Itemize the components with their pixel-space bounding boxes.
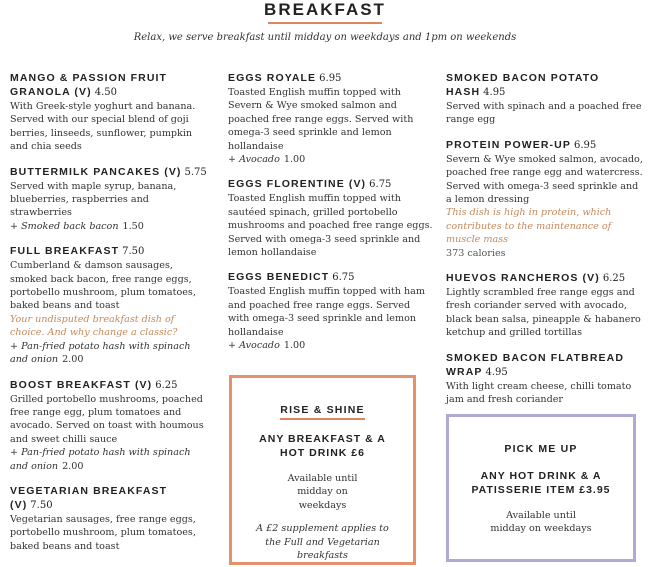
menu-item-description: Served with spinach and a poached free range egg xyxy=(446,101,642,126)
menu-item-calories: 373 calories xyxy=(446,247,506,259)
menu-item-name: HUEVOS RANCHEROS (V) xyxy=(446,272,600,285)
addon-price: 1.00 xyxy=(283,340,306,352)
menu-item-price: 4.95 xyxy=(483,87,506,98)
menu-item-name: PROTEIN POWER-UP xyxy=(446,138,571,151)
addon-text: Smoked back bacon xyxy=(21,220,119,232)
menu-item-addon xyxy=(10,220,210,233)
pick-me-up-heading: PICK ME UP xyxy=(504,443,578,455)
menu-item-name: FULL BREAKFAST xyxy=(10,245,120,258)
plus-icon: + xyxy=(228,340,240,352)
menu-item-price: 5.75 xyxy=(184,166,207,178)
menu-item-name: BUTTERMILK PANCAKES (V) xyxy=(10,165,182,178)
menu-item xyxy=(10,71,210,154)
menu-item xyxy=(228,177,433,259)
plus-icon: + xyxy=(228,154,240,166)
menu-item xyxy=(228,270,433,352)
menu-item-description: Toasted English muffin topped with ham and poached free range eggs. Served with omega-3 seed sprinkle and lemon hollandaise xyxy=(228,286,425,338)
pick-me-up-availability: Available until midday on weekdays xyxy=(490,510,592,535)
menu-item xyxy=(10,165,210,234)
menu-item-name-line xyxy=(446,138,646,153)
menu-item-description: Served with maple syrup, banana, blueberries, raspberries and strawberries xyxy=(10,180,177,219)
rise-and-shine-box xyxy=(229,375,416,565)
addon-price: 1.50 xyxy=(122,220,144,232)
rise-and-shine-offer: ANY BREAKFAST & A HOT DRINK £6 xyxy=(259,433,386,459)
menu-item-addon xyxy=(228,339,433,352)
plus-icon: + xyxy=(10,340,22,352)
menu-column-1 xyxy=(10,71,210,564)
menu-item xyxy=(446,351,646,407)
menu-item-addon xyxy=(228,153,433,166)
pick-me-up-offer: ANY HOT DRINK & A PATISSERIE ITEM £3.95 xyxy=(471,470,611,496)
menu-item-name: EGGS BENEDICT xyxy=(228,271,330,284)
menu-item-description: Toasted English muffin topped with sautéed spinach, grilled portobello mushrooms and poached free range eggs. Served with omega-3 seed sprinkle and lemon hollandaise xyxy=(228,193,433,259)
menu-item-name: SMOKED BACON POTATO HASH xyxy=(446,72,600,98)
menu-item-name: BOOST BREAKFAST (V) xyxy=(10,378,153,391)
menu-item-price: 6.75 xyxy=(332,272,355,284)
menu-item-description: Severn & Wye smoked salmon, avocado, poached free range egg and watercress. Served with omega-3 seed sprinkle and a lemon dressing xyxy=(446,153,643,206)
plus-icon: + xyxy=(10,220,22,232)
menu-item-name-line xyxy=(228,71,433,86)
menu-item-price: 7.50 xyxy=(30,499,53,511)
addon-text: Avocado xyxy=(239,340,280,352)
menu-item xyxy=(10,378,210,473)
menu-item-price: 6.25 xyxy=(602,273,626,285)
addon-price: 2.00 xyxy=(62,460,84,472)
menu-title: BREAKFAST xyxy=(264,0,386,19)
menu-item xyxy=(10,244,210,366)
menu-item-name-line xyxy=(10,165,210,180)
menu-item-name: SMOKED BACON FLATBREAD WRAP xyxy=(446,351,624,378)
rise-and-shine-heading: RISE & SHINE xyxy=(280,404,364,420)
menu-column-2 xyxy=(228,71,433,364)
plus-icon: + xyxy=(10,447,22,459)
menu-subtitle: Relax, we serve breakfast until midday on weekdays and 1pm on weekends xyxy=(133,32,517,43)
addon-price: 1.00 xyxy=(283,154,306,166)
menu-item-description: Vegetarian sausages, free range eggs, portobello mushroom, plum tomatoes, baked beans and toast xyxy=(10,513,196,552)
menu-item-description: Grilled portobello mushrooms, poached free range egg, plum tomatoes and avocado. Served on toast with houmous and sweet chilli sauce xyxy=(10,393,204,445)
menu-item-name-line xyxy=(446,271,646,286)
menu-item-description: With light cream cheese, chilli tomato jam and fresh coriander xyxy=(446,380,632,406)
menu-item-price: 6.95 xyxy=(319,73,342,84)
menu-item-description: Cumberland & damson sausages, smoked back bacon, free range eggs, portobello mushroom, plum tomatoes, baked beans and toast xyxy=(10,260,196,312)
rise-and-shine-availability: Available until midday on weekdays xyxy=(287,473,358,511)
menu-item-name-line xyxy=(446,351,646,380)
menu-item-addon xyxy=(10,446,210,473)
menu-item-addon xyxy=(10,340,210,367)
menu-item xyxy=(446,271,646,340)
menu-item-price: 6.75 xyxy=(369,179,392,191)
menu-item-price: 4.50 xyxy=(94,87,117,98)
addon-text: Avocado xyxy=(239,154,280,166)
addon-price: 2.00 xyxy=(62,354,84,366)
title-underline xyxy=(268,22,382,24)
menu-item-price: 6.95 xyxy=(573,139,597,151)
addon-text: Pan-fried potato hash with spinach and onion xyxy=(10,447,191,472)
menu-item-name-line xyxy=(10,71,210,100)
menu-item-description: With Greek-style yoghurt and banana. Served with our special blend of goji berries, linseeds, sunflower, pumpkin and chia seeds xyxy=(10,101,196,153)
menu-item-name-line xyxy=(228,177,433,192)
menu-item-name-line xyxy=(228,270,433,285)
menu-item-note: This dish is high in protein, which contributes to the maintenance of muscle mass xyxy=(446,207,612,246)
menu-item xyxy=(228,71,433,166)
menu-item-price: 7.50 xyxy=(122,246,145,258)
menu-item-description: Lightly scrambled free range eggs and fresh coriander served with avocado, black bean salsa, pineapple & habanero ketchup and grilled tortillas xyxy=(446,287,641,339)
menu-item xyxy=(10,484,210,553)
menu-item-name-line xyxy=(10,378,210,393)
menu-item xyxy=(446,71,646,127)
menu-item-name: MANGO & PASSION FRUIT GRANOLA (V) xyxy=(10,72,168,98)
menu-item-name: VEGETARIAN BREAKFAST (V) xyxy=(10,484,168,511)
menu-item-name: EGGS FLORENTINE (V) xyxy=(228,178,367,191)
menu-column-3 xyxy=(446,71,646,418)
menu-item xyxy=(446,138,646,260)
menu-item-name: EGGS ROYALE xyxy=(228,72,317,84)
menu-item-description: Toasted English muffin topped with Severn & Wye smoked salmon and poached free range eggs. Served with omega-3 seed sprinkle and lemon hollandaise xyxy=(228,87,414,152)
menu-item-price: 6.25 xyxy=(155,379,178,391)
addon-text: Pan-fried potato hash with spinach and onion xyxy=(10,340,191,366)
menu-item-name-line xyxy=(10,244,210,259)
menu-item-note: Your undisputed breakfast dish of choice. And why change a classic? xyxy=(10,313,178,339)
menu-item-price: 4.95 xyxy=(485,366,508,378)
pick-me-up-box xyxy=(446,414,636,562)
rise-and-shine-note: A £2 supplement applies to the Full and Vegetarian breakfasts xyxy=(256,523,389,562)
menu-item-name-line xyxy=(446,71,646,100)
menu-item-name-line xyxy=(10,484,210,513)
